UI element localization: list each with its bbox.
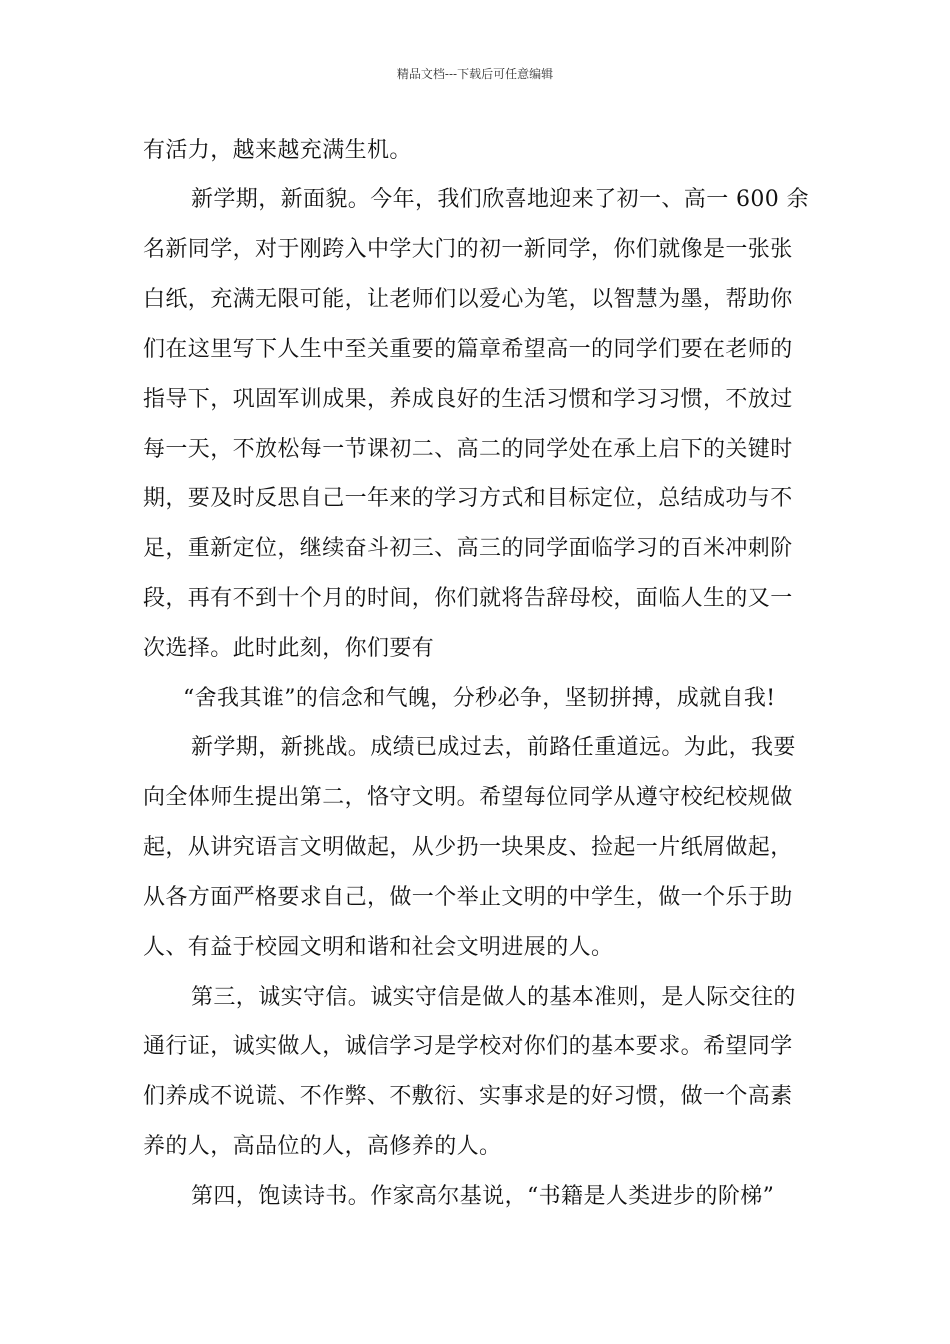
text-line: 段，再有不到十个月的时间，你们就将告辞母校，面临人生的又一 — [143, 586, 793, 611]
text-line: 向全体师生提出第二，恪守文明。希望每位同学从遵守校纪校规做 — [143, 785, 793, 810]
text-line: 人、有益于校园文明和谐和社会文明进展的人。 — [143, 935, 614, 960]
text-line: 新学期，新挑战。成绩已成过去，前路任重道远。为此，我要 — [191, 735, 796, 760]
page-header: 精品文档---下载后可任意编辑 — [396, 67, 554, 81]
text-line: 们在这里写下人生中至关重要的篇章希望高一的同学们要在老师的 — [143, 337, 793, 362]
text-line: 第四，饱读诗书。作家高尔基说，“书籍是人类进步的阶梯” — [191, 1184, 775, 1209]
text-line: 足，重新定位，继续奋斗初三、高三的同学面临学习的百米冲刺阶 — [143, 536, 793, 561]
text-line: 白纸，充满无限可能，让老师们以爱心为笔，以智慧为墨，帮助你 — [143, 287, 793, 312]
text-line: 通行证，诚实做人，诚信学习是学校对你们的基本要求。希望同学 — [143, 1034, 793, 1059]
text-line: 第三，诚实守信。诚实守信是做人的基本准则，是人际交往的 — [191, 985, 796, 1010]
text-line: 每一天，不放松每一节课初二、高二的同学处在承上启下的关键时 — [143, 437, 793, 462]
text-line: 指导下，巩固军训成果，养成良好的生活习惯和学习习惯，不放过 — [143, 387, 793, 412]
text-line: 期，要及时反思自己一年来的学习方式和目标定位，总结成功与不 — [143, 486, 793, 511]
text-line: 次选择。此时此刻，你们要有 — [143, 636, 435, 661]
text-line: 起，从讲究语言文明做起，从少扔一块果皮、捡起一片纸屑做起， — [143, 835, 793, 860]
text-line: 有活力，越来越充满生机。 — [143, 138, 412, 163]
text-line: 养的人，高品位的人，高修养的人。 — [143, 1134, 502, 1159]
text-line: 名新同学，对于刚跨入中学大门的初一新同学，你们就像是一张张 — [143, 237, 793, 262]
text-line: “舍我其谁”的信念和气魄，分秒必争，坚韧拼搏，成就自我! — [183, 686, 776, 711]
text-line: 新学期，新面貌。今年，我们欣喜地迎来了初一、高一 600 余 — [191, 187, 809, 212]
text-line: 们养成不说谎、不作弊、不敷衍、实事求是的好习惯，做一个高素 — [143, 1084, 793, 1109]
text-line: 从各方面严格要求自己，做一个举止文明的中学生，做一个乐于助 — [143, 885, 793, 910]
